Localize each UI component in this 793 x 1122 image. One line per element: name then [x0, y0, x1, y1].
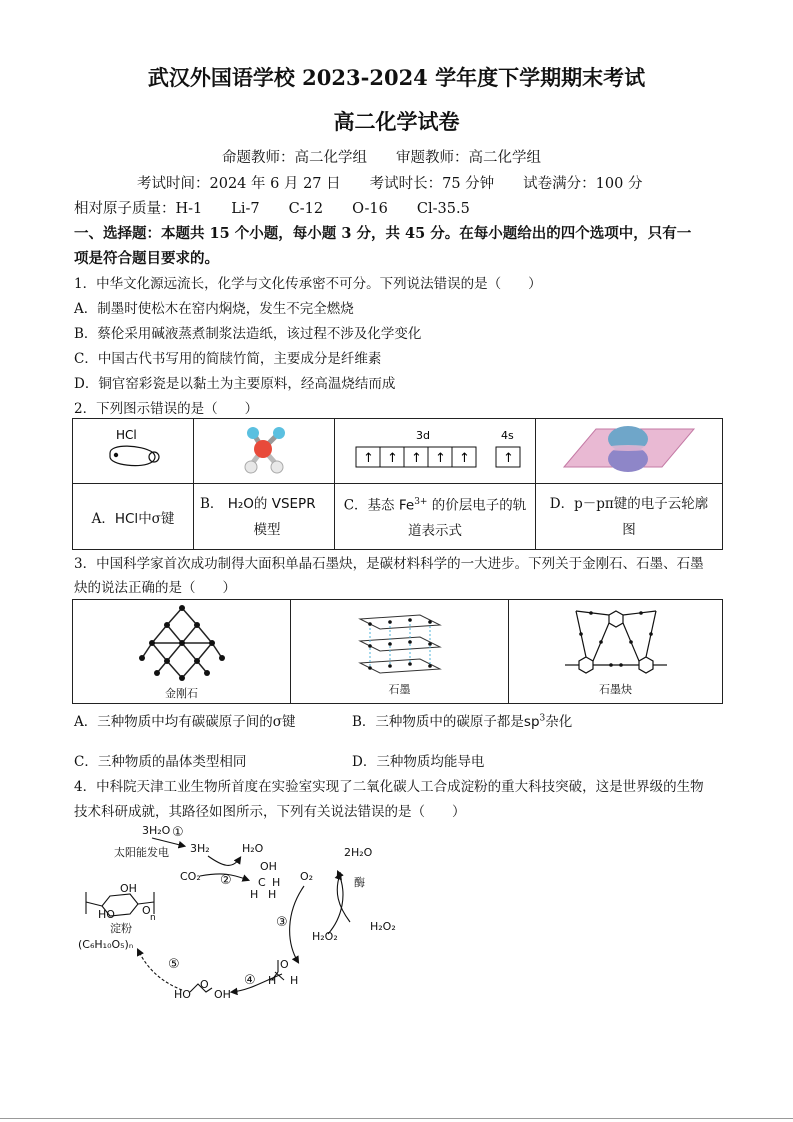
- fe3-orbital-diagram: [336, 419, 534, 479]
- svg-text:H₂O: H₂O: [242, 842, 264, 855]
- q2-pic-a: [73, 419, 194, 484]
- q3-diamond-cell: [73, 600, 291, 704]
- svg-text:②: ②: [220, 873, 232, 888]
- svg-text:↑: ↑: [411, 451, 422, 466]
- svg-text:O: O: [200, 978, 209, 991]
- svg-text:CO₂: CO₂: [180, 870, 201, 883]
- svg-text:①: ①: [172, 825, 184, 840]
- hcl-sigma-bond-diagram: [74, 419, 192, 479]
- svg-text:HO: HO: [174, 988, 191, 1001]
- svg-text:OH: OH: [260, 860, 277, 873]
- atomic-masses: 相对原子质量：H-1 Li-7 C-12 O-16 Cl-35.5: [74, 201, 470, 217]
- svg-text:↑: ↑: [387, 451, 398, 466]
- svg-text:3d: 3d: [416, 429, 430, 442]
- svg-text:酶: 酶: [354, 876, 365, 889]
- svg-text:HCl: HCl: [116, 428, 137, 442]
- q1-option-c: C．中国古代书写用的简牍竹简，主要成分是纤维素: [74, 351, 382, 367]
- svg-text:O: O: [280, 958, 289, 971]
- q2-stem: 2．下列图示错误的是（ ）: [74, 401, 259, 417]
- svg-text:⑤: ⑤: [168, 957, 180, 972]
- exam-title: 武汉外国语学校 2023-2024 学年度下学期期末考试: [147, 65, 646, 90]
- exam-authors: 命题教师：高二化学组 审题教师：高二化学组: [222, 150, 541, 166]
- q2-options-table: [72, 418, 723, 550]
- q2-caption-a: A．HCl中σ键: [73, 484, 194, 550]
- label-graphite: 石墨: [388, 682, 411, 696]
- q3-option-b: B．三种物质中的碳原子都是$sp^3$杂化: [352, 713, 573, 730]
- q3-option-a: A．三种物质中均有碳碳原子间的σ键: [74, 714, 296, 730]
- p-p-pi-bond-cloud: [536, 419, 722, 479]
- svg-text:H: H: [250, 888, 259, 901]
- svg-text:↑: ↑: [435, 451, 446, 466]
- svg-text:↑: ↑: [459, 451, 470, 466]
- q2-caption-b: B． H₂O的 VSEPR 模型: [194, 484, 335, 550]
- label-graphdiyne: 石墨炔: [599, 682, 632, 696]
- q4-stem-line1: 4．中科院天津工业生物所首度在实验室实现了二氧化碳人工合成淀粉的重大科技突破，这是世界级的生物: [74, 779, 704, 795]
- svg-text:太阳能发电: 太阳能发电: [114, 846, 169, 859]
- svg-text:③: ③: [276, 915, 288, 930]
- q3-graphdiyne-cell: [509, 600, 723, 704]
- section-heading-line2: 项是符合题目要求的。: [74, 250, 219, 267]
- exam-subtitle: 高二化学试卷: [333, 109, 460, 134]
- label-diamond: 金刚石: [165, 686, 198, 700]
- q3-option-d: D．三种物质均能导电: [352, 754, 485, 770]
- q2-pic-c: [335, 419, 536, 484]
- q3-stem-line2: 炔的说法正确的是（ ）: [74, 580, 236, 596]
- q3-stem-line1: 3．中国科学家首次成功制得大面积单晶石墨炔，是碳材料科学的一大进步。下列关于金刚石、石墨、石墨: [74, 556, 704, 572]
- q3-graphite-cell: [291, 600, 509, 704]
- q1-option-d: D．铜官窑彩瓷是以黏土为主要原料，经高温烧结而成: [74, 376, 396, 392]
- svg-text:3H₂O: 3H₂O: [142, 824, 171, 837]
- q2-caption-d: D．p－pπ键的电子云轮廓 图: [536, 484, 723, 550]
- graphite-structure: [350, 607, 450, 677]
- q1-option-a: A．制墨时使松木在窑内焖烧，发生不完全燃烧: [74, 301, 354, 317]
- q3-structures-table: [72, 599, 723, 704]
- q3-option-c: C．三种物质的晶体类型相同: [74, 754, 247, 770]
- svg-text:OH: OH: [214, 988, 231, 1001]
- svg-text:4s: 4s: [501, 429, 514, 442]
- svg-text:H₂O₂: H₂O₂: [312, 930, 338, 943]
- svg-text:H: H: [268, 888, 277, 901]
- page-bottom-rule: [0, 1118, 793, 1119]
- svg-text:3H₂: 3H₂: [190, 842, 210, 855]
- starch-synthesis-pathway: [72, 822, 412, 1008]
- svg-text:(C₆H₁₀O₅)ₙ: (C₆H₁₀O₅)ₙ: [78, 938, 134, 951]
- svg-text:H: H: [290, 974, 299, 987]
- q4-stem-line2: 技术科研成就，其路径如图所示，下列有关说法错误的是（ ）: [74, 804, 466, 820]
- svg-text:H: H: [272, 876, 281, 889]
- svg-text:C: C: [258, 876, 266, 889]
- water-vsepr-model: [195, 419, 333, 479]
- svg-text:OH: OH: [120, 882, 137, 895]
- svg-text:④: ④: [244, 973, 256, 988]
- q2-pic-b: [194, 419, 335, 484]
- graphdiyne-structure: [561, 607, 671, 677]
- q2-caption-c: C．基态 $Fe^{3+}$ 的价层电子的轨 道表示式: [335, 484, 536, 550]
- svg-text:n: n: [150, 913, 156, 923]
- section-heading-line1: 一、选择题：本题共 15 个小题，每小题 3 分，共 45 分。在每小题给出的四个选项中，只有一: [74, 225, 692, 242]
- diamond-structure: [122, 603, 242, 683]
- svg-text:H: H: [268, 974, 277, 987]
- q1-stem: 1．中华文化源远流长，化学与文化传承密不可分。下列说法错误的是（ ）: [74, 276, 542, 292]
- svg-text:淀粉: 淀粉: [110, 922, 132, 935]
- exam-info: 考试时间：2024 年 6 月 27 日 考试时长：75 分钟 试卷满分：100 分: [137, 176, 643, 192]
- svg-text:2H₂O: 2H₂O: [344, 846, 373, 859]
- q1-option-b: B．蔡伦采用碱液蒸煮制浆法造纸，该过程不涉及化学变化: [74, 326, 422, 342]
- svg-text:↑: ↑: [503, 451, 514, 466]
- q2-pic-d: [536, 419, 723, 484]
- svg-text:↑: ↑: [363, 451, 374, 466]
- svg-text:HO: HO: [98, 908, 115, 921]
- svg-text:O₂: O₂: [300, 870, 314, 883]
- svg-text:O: O: [142, 904, 151, 917]
- svg-text:H₂O₂: H₂O₂: [370, 920, 396, 933]
